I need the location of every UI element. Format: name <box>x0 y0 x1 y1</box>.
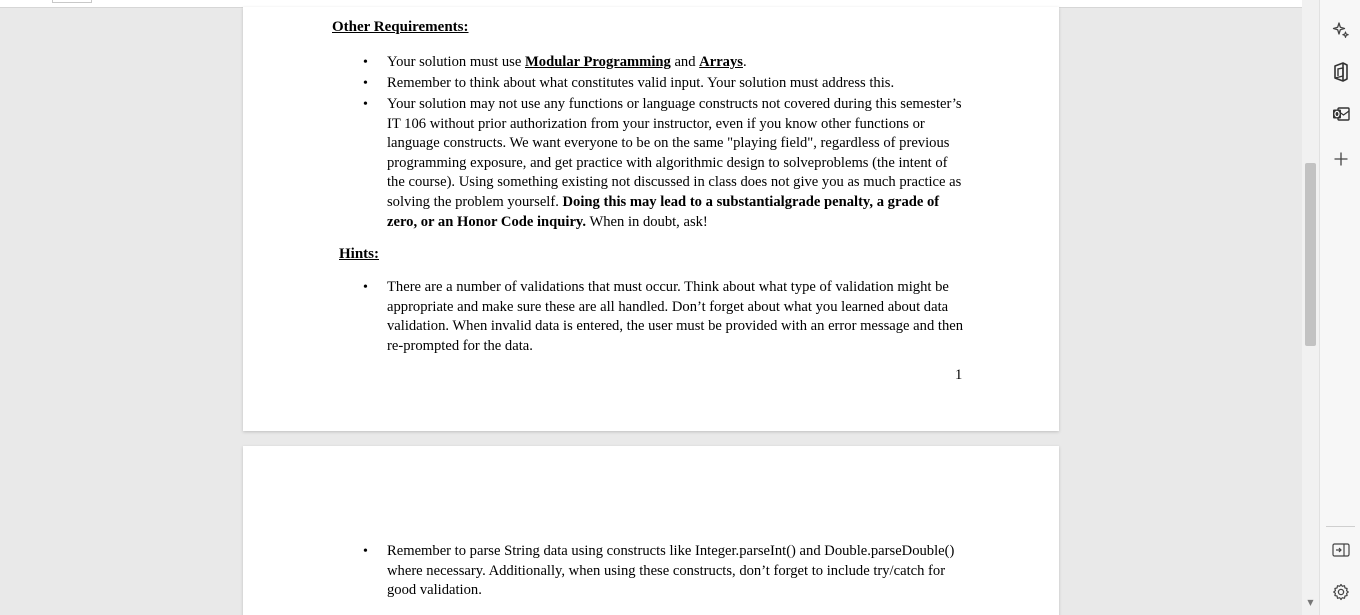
requirement1-and: and <box>670 54 700 70</box>
list-item <box>387 542 967 601</box>
settings-icon[interactable] <box>1331 582 1351 602</box>
requirement3-text: Your solution may not use any functions or language constructs not covered during this semester’s IT 106 without prior authorization from your instructor, even if you know other functions or language constructs. We want everyone to be on the same "playing field", regardless of previous programming exposure, and get practice with algorithmic design to solveproblems (the intent of the course). Using something existing not discussed in class does not give you as much practice as solving the problem yourself. <box>387 95 962 210</box>
list-item <box>387 95 967 232</box>
hints-list <box>387 278 967 356</box>
page-number: 1 <box>955 367 963 383</box>
copilot-icon[interactable] <box>1331 20 1351 40</box>
list-item <box>387 53 967 73</box>
list-item <box>387 278 967 356</box>
edge-sidebar <box>1319 0 1360 615</box>
add-icon[interactable] <box>1331 149 1351 169</box>
requirement2-text: Remember to think about what constitutes valid input. Your solution must address this. <box>387 74 895 91</box>
scrollbar-thumb[interactable] <box>1305 163 1316 346</box>
other-requirements-heading: Other Requirements: <box>332 19 469 35</box>
hints-heading: Hints: <box>339 246 380 262</box>
arrays-text: Arrays <box>699 54 743 70</box>
office-icon[interactable] <box>1331 62 1351 82</box>
requirement3-bold-warning: Doing this may lead to a substantialgrade penalty, a grade of zero, or an Honor Code inquiry. <box>387 193 940 230</box>
requirement1-suffix: . <box>742 54 747 70</box>
page-tab-stub <box>52 0 92 3</box>
document-page-1 <box>243 7 1059 431</box>
hint1-text: There are a number of validations that must occur. Think about what type of validation might be appropriate and make sure these are all handled. Don’t forget about what you learned about data validation. When invalid data is entered, the user must be provided with an error message and then re-prompted for the data. <box>387 279 964 354</box>
document-page-2 <box>243 446 1059 615</box>
requirement3-suffix: When in doubt, ask! <box>586 213 708 230</box>
outlook-icon[interactable] <box>1331 104 1351 124</box>
panel-toggle-icon[interactable] <box>1331 540 1351 560</box>
hint2-text: Remember to parse String data using constructs like Integer.parseInt() and Double.parseDouble() where necessary. Additionally, when using these constructs, don’t forget to include try/catch for good validation. <box>387 543 955 599</box>
requirements-list <box>387 53 967 232</box>
modular-programming-text: Modular Programming <box>525 54 671 70</box>
scroll-down-arrow-icon[interactable]: ▼ <box>1307 598 1314 607</box>
sidebar-divider <box>1326 526 1355 527</box>
requirement1-prefix: Your solution must use <box>387 54 525 70</box>
vertical-scrollbar[interactable] <box>1302 0 1319 615</box>
list-item <box>387 74 967 94</box>
hints-list-continued <box>387 542 967 601</box>
